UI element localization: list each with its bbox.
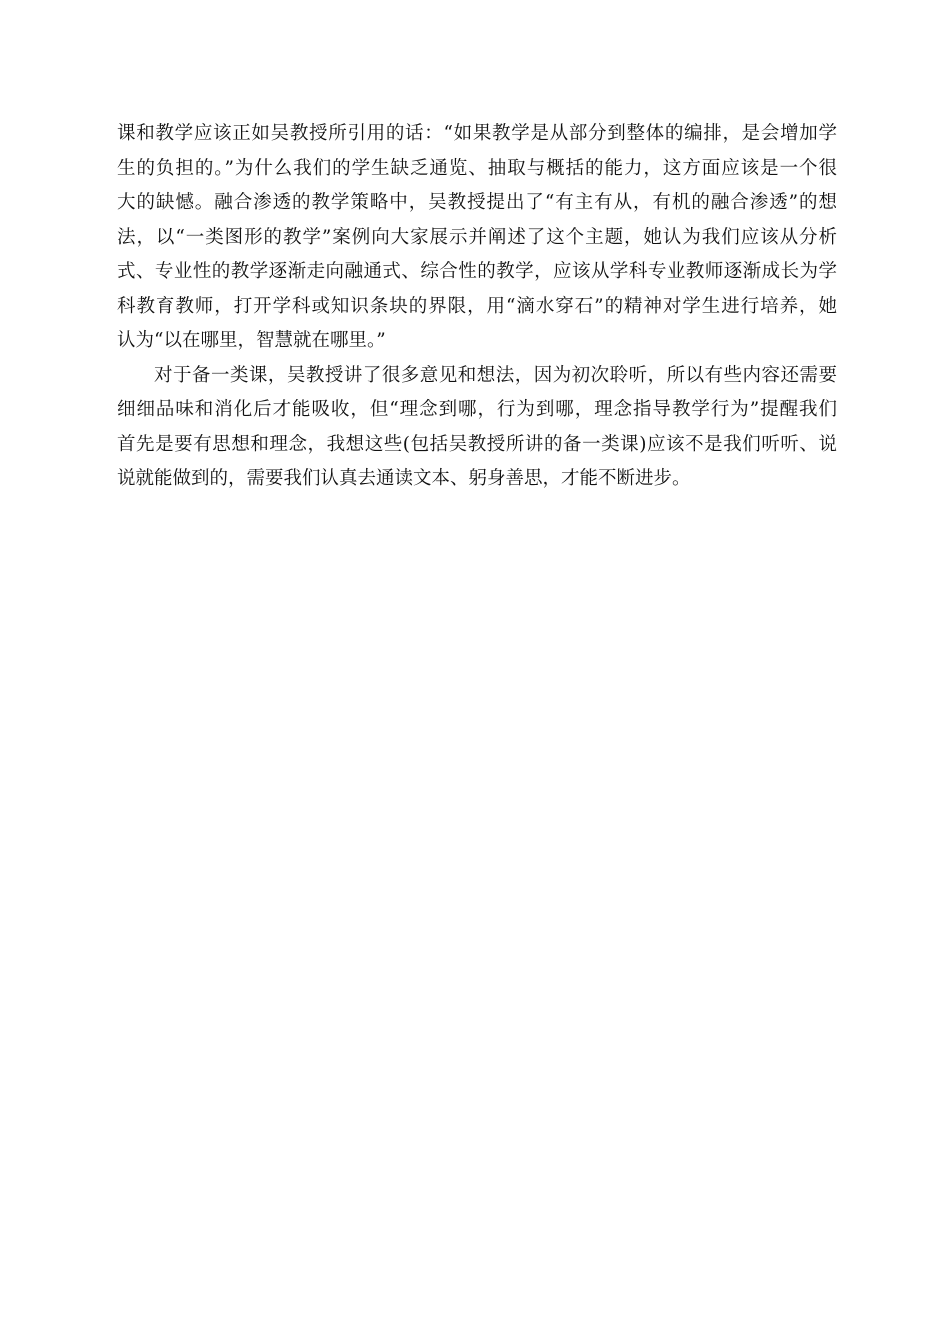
text-line: 课和教学应该正如吴教授所引用的话：“如果教学是从部分到整体的编排，是会增加学 [117, 123, 837, 144]
text-line: 说就能做到的，需要我们认真去通读文本、躬身善思，才能不断进步。 [117, 468, 691, 489]
text-line: 式、专业性的教学逐渐走向融通式、综合性的教学，应该从学科专业教师逐渐成长为学 [117, 261, 837, 282]
text-line: 首先是要有思想和理念，我想这些(包括吴教授所讲的备一类课)应该不是我们听听、说 [117, 433, 837, 455]
text-line: 细细品味和消化后才能吸收，但“理念到哪，行为到哪，理念指导教学行为”提醒我们 [117, 399, 837, 420]
body-text [117, 117, 837, 497]
text-line: 对于备一类课，吴教授讲了很多意见和想法，因为初次聆听，所以有些内容还需要 [154, 364, 837, 386]
text-line: 大的缺憾。融合渗透的教学策略中，吴教授提出了“有主有从，有机的融合渗透”的想 [117, 192, 837, 213]
paragraph-2 [117, 359, 837, 497]
text-line: 认为“以在哪里，智慧就在哪里。” [117, 330, 386, 351]
text-line: 科教育教师，打开学科或知识条块的界限，用“滴水穿石”的精神对学生进行培养，她 [117, 295, 837, 317]
text-line: 法，以“一类图形的教学”案例向大家展示并阐述了这个主题，她认为我们应该从分析 [117, 226, 837, 248]
paragraph-1 [117, 117, 837, 359]
text-line: 生的负担的。”为什么我们的学生缺乏通览、抽取与概括的能力，这方面应该是一个很 [117, 157, 837, 179]
